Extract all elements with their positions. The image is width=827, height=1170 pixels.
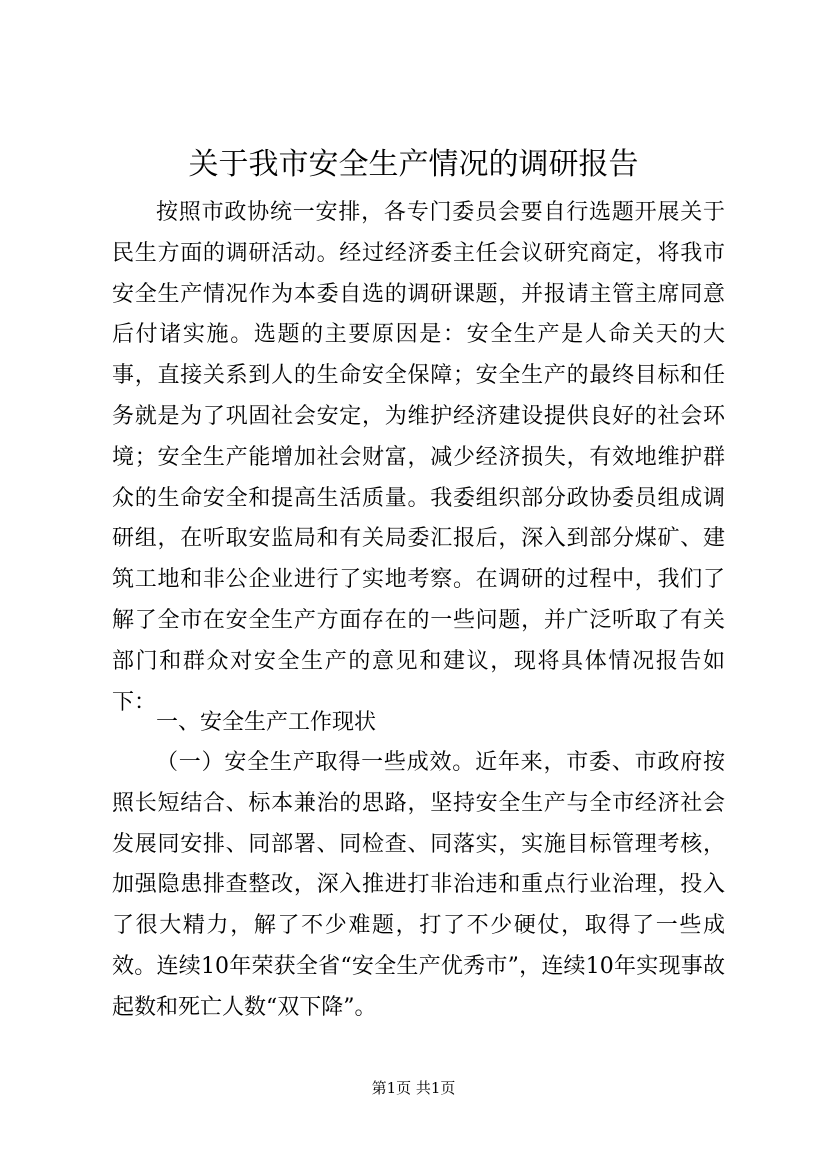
- body-paragraph: （一）安全生产取得一些成效。近年来，市委、市政府按照长短结合、标本兼治的思路，坚持安全生产与全市经济社会发展同安排、同部署、同检查、同落实，实施目标管理考核，加强隐患排查整改，深入推进打非治违和重点行业治理，投入了很大精力，解了不少难题，打了不少硬仗，取得了一些成效。连续10年荣获全省“安全生产优秀市”，连续10年实现事故起数和死亡人数“双下降”。: [112, 750, 725, 1020]
- intro-paragraph: 按照市政协统一安排，各专门委员会要自行选题开展关于民生方面的调研活动。经过经济委主任会议研究商定，将我市安全生产情况作为本委自选的调研课题，并报请主管主席同意后付诸实施。选题的主要原因是：安全生产是人命关天的大事，直接关系到人的生命安全保障；安全生产的最终目标和任务就是为了巩固社会安定，为维护经济建设提供良好的社会环境；安全生产能增加社会财富，减少经济损失，有效地维护群众的生命安全和提高生活质量。我委组织部分政协委员组成调研组，在听取安监局和有关局委汇报后，深入到部分煤矿、建筑工地和非公企业进行了实地考察。在调研的过程中，我们了解了全市在安全生产方面存在的一些问题，并广泛听取了有关部门和群众对安全生产的意见和建议，现将具体情况报告如下：: [112, 200, 725, 715]
- document-title: 关于我市安全生产情况的调研报告: [188, 147, 639, 182]
- section-heading: 一、安全生产工作现状: [156, 710, 377, 735]
- page-footer: 第1页 共1页: [371, 1079, 456, 1097]
